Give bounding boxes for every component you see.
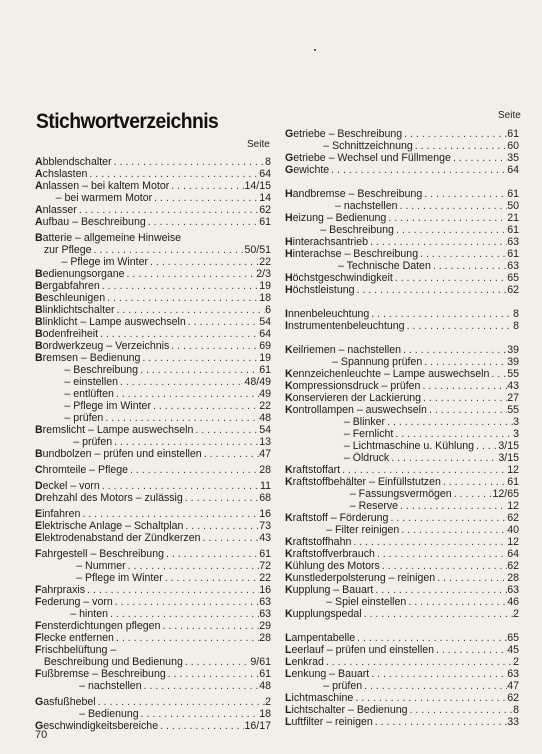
entry-term: – Filter reinigen bbox=[285, 524, 400, 536]
leader-dots bbox=[431, 260, 507, 272]
leader-dots bbox=[113, 596, 259, 608]
entry-term: Einfahren bbox=[35, 508, 81, 520]
entry-term: Beschreibung und Bedienung bbox=[35, 656, 183, 668]
page-title: Stichwortverzeichnis bbox=[36, 110, 219, 133]
leader-dots bbox=[402, 128, 507, 140]
leader-dots bbox=[186, 316, 259, 328]
leader-dots bbox=[146, 216, 259, 228]
entry-term: Fahrpraxis bbox=[35, 584, 86, 596]
leader-dots bbox=[355, 284, 508, 296]
entry-page: 61 bbox=[507, 248, 519, 260]
leader-dots bbox=[398, 500, 507, 512]
entry-term: Achslasten bbox=[35, 168, 88, 180]
leader-dots bbox=[125, 268, 257, 280]
entry-page: 43 bbox=[507, 380, 519, 392]
entry-term: – bei warmem Motor bbox=[35, 192, 153, 204]
leader-dots bbox=[152, 192, 259, 204]
entry-page: 3/15 bbox=[498, 452, 519, 464]
entry-term: Leerlauf – prüfen und einstellen bbox=[285, 644, 435, 656]
leader-dots bbox=[393, 272, 507, 284]
entry-term: – Öldruck bbox=[285, 452, 390, 464]
leader-dots bbox=[158, 720, 244, 732]
entry-page: 54 bbox=[259, 316, 271, 328]
leader-dots bbox=[164, 548, 259, 560]
entry-term: Kunstlederpolsterung – reinigen bbox=[285, 572, 436, 584]
entry-page: 29 bbox=[259, 620, 271, 632]
leader-dots bbox=[96, 696, 265, 708]
entry-page: 61 bbox=[259, 668, 271, 680]
leader-dots bbox=[362, 608, 514, 620]
leader-dots bbox=[140, 352, 259, 364]
entry-term: Hinterachse – Beschreibung bbox=[285, 248, 419, 260]
leader-dots bbox=[201, 532, 260, 544]
entry-page: 61 bbox=[259, 364, 271, 376]
entry-page: 63 bbox=[259, 596, 271, 608]
entry-term: – Spiel einstellen bbox=[285, 596, 407, 608]
entry-page: 62 bbox=[507, 692, 519, 704]
index-entry bbox=[285, 608, 519, 621]
entry-term: Elektrische Anlage – Schaltplan bbox=[35, 520, 184, 532]
entry-page: 16 bbox=[259, 584, 271, 596]
entry-term: – Technische Daten bbox=[285, 260, 431, 272]
entry-term: Bedienungsorgane bbox=[35, 268, 125, 280]
entry-term: Getriebe – Beschreibung bbox=[285, 128, 403, 140]
entry-page: 16/17 bbox=[244, 720, 271, 732]
leader-dots bbox=[393, 428, 513, 440]
entry-term: Bremslicht – Lampe auswechseln bbox=[35, 424, 194, 436]
entry-term: Kraftstoffbehälter – Einfüllstutzen bbox=[285, 476, 441, 488]
entry-page: 19 bbox=[259, 280, 271, 292]
entry-term: zur Pflege bbox=[35, 244, 92, 256]
entry-term: Drehzahl des Motors – zulässig bbox=[35, 492, 183, 504]
index-entry bbox=[35, 532, 271, 545]
entry-page: 12 bbox=[507, 500, 519, 512]
entry-page: 22 bbox=[259, 400, 271, 412]
entry-term: – Blinker bbox=[285, 416, 386, 428]
leader-dots bbox=[369, 668, 507, 680]
entry-page: 18 bbox=[259, 292, 271, 304]
leader-dots bbox=[183, 656, 251, 668]
entry-page: 16 bbox=[259, 508, 271, 520]
leader-dots bbox=[373, 584, 507, 596]
entry-page: 62 bbox=[507, 512, 519, 524]
entry-term: Fensterdichtungen pflegen bbox=[35, 620, 161, 632]
entry-page: 3 bbox=[513, 416, 519, 428]
leader-dots bbox=[98, 328, 259, 340]
index-entry bbox=[35, 464, 271, 477]
entry-page: 39 bbox=[507, 356, 519, 368]
leader-dots bbox=[92, 244, 245, 256]
entry-term: Blinklicht – Lampe auswechseln bbox=[35, 316, 186, 328]
page-number: 70 bbox=[35, 729, 48, 741]
entry-page: 69 bbox=[259, 340, 271, 352]
entry-page: 8 bbox=[265, 156, 271, 168]
leader-dots bbox=[151, 400, 259, 412]
entry-page: 22 bbox=[259, 256, 271, 268]
leader-dots bbox=[405, 320, 514, 332]
leader-dots bbox=[85, 584, 259, 596]
entry-term: – Nummer bbox=[35, 560, 126, 572]
entry-term: Höchstleistung bbox=[285, 284, 355, 296]
leader-dots bbox=[139, 708, 260, 720]
entry-term: Konservieren der Lackierung bbox=[285, 392, 422, 404]
entry-term: Federung – vorn bbox=[35, 596, 113, 608]
leader-dots bbox=[138, 364, 259, 376]
leader-dots bbox=[351, 536, 507, 548]
entry-term: Kraftstoffart bbox=[285, 464, 341, 476]
leader-dots bbox=[329, 164, 507, 176]
entry-page: 48 bbox=[259, 412, 271, 424]
leader-dots bbox=[114, 632, 259, 644]
leader-dots bbox=[373, 716, 507, 728]
leader-dots bbox=[353, 692, 507, 704]
entry-page: 33 bbox=[507, 716, 519, 728]
entry-term: Instrumentenbeleuchtung bbox=[285, 320, 405, 332]
entry-term: Fußbremse – Beschreibung bbox=[35, 668, 166, 680]
entry-term: Abblendschalter bbox=[35, 156, 112, 168]
entry-page: 61 bbox=[259, 548, 271, 560]
entry-page: 47 bbox=[259, 448, 271, 460]
index-entry bbox=[285, 284, 519, 297]
entry-term: – Fernlicht bbox=[285, 428, 394, 440]
index-entry: Frischbelüftung – bbox=[35, 644, 117, 656]
entry-term: Beschleunigen bbox=[35, 292, 106, 304]
entry-page: 61 bbox=[507, 128, 519, 140]
entry-term: – prüfen bbox=[35, 412, 104, 424]
leader-dots bbox=[474, 440, 498, 452]
entry-term: Lenkung – Bauart bbox=[285, 668, 370, 680]
entry-term: Kühlung des Motors bbox=[285, 560, 380, 572]
entry-term: – Pflege im Winter bbox=[35, 572, 163, 584]
entry-term: – Reserve bbox=[285, 500, 399, 512]
entry-term: Blinklichtschalter bbox=[35, 304, 115, 316]
entry-page: 72 bbox=[259, 560, 271, 572]
entry-page: 2 bbox=[265, 696, 271, 708]
entry-page: 62 bbox=[259, 204, 271, 216]
entry-term: Hinterachsantrieb bbox=[285, 236, 369, 248]
entry-page: 14/15 bbox=[244, 180, 271, 192]
entry-page: 22 bbox=[259, 572, 271, 584]
entry-term: Keilriemen – nachstellen bbox=[285, 344, 402, 356]
leader-dots bbox=[105, 292, 259, 304]
leader-dots bbox=[126, 560, 260, 572]
entry-page: 61 bbox=[507, 224, 519, 236]
entry-page: 61 bbox=[507, 476, 519, 488]
leader-dots bbox=[368, 236, 507, 248]
entry-page: 2 bbox=[513, 608, 519, 620]
leader-dots bbox=[422, 356, 507, 368]
entry-page: 55 bbox=[507, 404, 519, 416]
right-seite-label: Seite bbox=[498, 110, 521, 121]
entry-page: 14 bbox=[259, 192, 271, 204]
leader-dots bbox=[434, 644, 507, 656]
entry-page: 61 bbox=[259, 216, 271, 228]
entry-page: 64 bbox=[507, 548, 519, 560]
entry-page: 48 bbox=[259, 680, 271, 692]
entry-page: 63 bbox=[507, 236, 519, 248]
leader-dots bbox=[193, 424, 259, 436]
entry-page: 43 bbox=[259, 532, 271, 544]
leader-dots bbox=[169, 340, 259, 352]
leader-dots bbox=[128, 464, 259, 476]
entry-term: Kupplung – Bauart bbox=[285, 584, 374, 596]
leader-dots bbox=[401, 344, 507, 356]
entry-page: 13 bbox=[259, 436, 271, 448]
leader-dots bbox=[166, 668, 259, 680]
entry-page: 11 bbox=[260, 480, 271, 492]
entry-term: Kraftstoffverbrauch bbox=[285, 548, 375, 560]
entry-page: 64 bbox=[507, 164, 519, 176]
leader-dots bbox=[142, 680, 260, 692]
leader-dots bbox=[386, 212, 507, 224]
entry-page: 6 bbox=[265, 304, 271, 316]
entry-page: 47 bbox=[507, 680, 519, 692]
entry-term: Bundbolzen – prüfen und einstellen bbox=[35, 448, 202, 460]
entry-page: 65 bbox=[507, 632, 519, 644]
entry-page: 73 bbox=[259, 520, 271, 532]
entry-page: 49 bbox=[259, 388, 271, 400]
entry-page: 65 bbox=[507, 272, 519, 284]
entry-term: Kraftstoff – Förderung bbox=[285, 512, 389, 524]
leader-dots bbox=[369, 308, 513, 320]
entry-term: – Lichtmaschine u. Kühlung bbox=[285, 440, 475, 452]
leader-dots bbox=[380, 560, 507, 572]
entry-term: Gasfußhebel bbox=[35, 696, 96, 708]
entry-term: Aufbau – Beschreibung bbox=[35, 216, 146, 228]
entry-page: 64 bbox=[259, 328, 271, 340]
entry-page: 3 bbox=[513, 428, 519, 440]
entry-page: 62 bbox=[507, 284, 519, 296]
entry-term: – Fassungsvermögen bbox=[285, 488, 452, 500]
entry-term: Heizung – Bedienung bbox=[285, 212, 387, 224]
entry-page: 19 bbox=[259, 352, 271, 364]
entry-term: Lampentabelle bbox=[285, 632, 356, 644]
leader-dots bbox=[77, 204, 259, 216]
entry-term: Innenbeleuchtung bbox=[285, 308, 370, 320]
index-entry bbox=[35, 680, 271, 693]
leader-dots bbox=[169, 180, 244, 192]
entry-term: Lichtmaschine bbox=[285, 692, 354, 704]
entry-page: 55 bbox=[507, 368, 519, 380]
entry-page: 63 bbox=[507, 668, 519, 680]
entry-term: Kontrollampen – auswechseln bbox=[285, 404, 427, 416]
entry-term: – Pflege im Winter bbox=[35, 400, 151, 412]
entry-page: 8 bbox=[513, 320, 519, 332]
leader-dots bbox=[183, 492, 259, 504]
leader-dots bbox=[435, 572, 507, 584]
leader-dots bbox=[202, 448, 260, 460]
entry-term: Bordwerkzeug – Verzeichnis bbox=[35, 340, 170, 352]
leader-dots bbox=[112, 436, 259, 448]
entry-term: Bremsen – Bedienung bbox=[35, 352, 141, 364]
entry-page: 48/49 bbox=[244, 376, 271, 388]
leader-dots bbox=[80, 508, 259, 520]
entry-term: – hinten bbox=[35, 608, 109, 620]
entry-page: 18 bbox=[259, 708, 271, 720]
entry-term: – Spannung prüfen bbox=[285, 356, 423, 368]
leader-dots bbox=[420, 380, 507, 392]
leader-dots bbox=[362, 680, 507, 692]
leader-dots bbox=[399, 524, 507, 536]
entry-term: Lenkrad bbox=[285, 656, 324, 668]
leader-dots bbox=[324, 656, 513, 668]
entry-page: 54 bbox=[259, 424, 271, 436]
leader-dots bbox=[87, 168, 259, 180]
leader-dots bbox=[355, 632, 507, 644]
entry-term: Bodenfreiheit bbox=[35, 328, 99, 340]
index-entry bbox=[35, 492, 271, 505]
entry-page: 28 bbox=[259, 464, 271, 476]
entry-page: 2 bbox=[513, 656, 519, 668]
leader-dots bbox=[389, 452, 498, 464]
leader-dots bbox=[112, 156, 266, 168]
left-seite-label: Seite bbox=[247, 139, 270, 150]
entry-term: Getriebe – Wechsel und Füllmenge bbox=[285, 152, 451, 164]
leader-dots bbox=[489, 368, 507, 380]
index-entry bbox=[35, 720, 271, 733]
entry-term: Bergabfahren bbox=[35, 280, 100, 292]
entry-page: 68 bbox=[259, 492, 271, 504]
leader-dots bbox=[100, 280, 259, 292]
leader-dots bbox=[451, 152, 507, 164]
entry-term: Chromteile – Pflege bbox=[35, 464, 129, 476]
entry-term: – Beschreibung bbox=[285, 224, 394, 236]
entry-page: 63 bbox=[507, 260, 519, 272]
entry-page: 60 bbox=[507, 140, 519, 152]
entry-page: 62 bbox=[507, 560, 519, 572]
entry-term: Handbremse – Beschreibung bbox=[285, 188, 423, 200]
leader-dots bbox=[148, 256, 259, 268]
leader-dots bbox=[408, 704, 514, 716]
entry-term: Fahrgestell – Beschreibung bbox=[35, 548, 164, 560]
index-entry bbox=[35, 216, 271, 229]
entry-term: – Schnittzeichnung bbox=[285, 140, 413, 152]
entry-term: – Bedienung bbox=[35, 708, 139, 720]
leader-dots bbox=[406, 596, 507, 608]
entry-page: 12/65 bbox=[492, 488, 519, 500]
entry-term: Elektrodenabstand der Zündkerzen bbox=[35, 532, 201, 544]
entry-term: Anlasser bbox=[35, 204, 77, 216]
entry-page: 3/15 bbox=[498, 440, 519, 452]
entry-term: Anlassen – bei kaltem Motor bbox=[35, 180, 170, 192]
entry-page: 64 bbox=[259, 168, 271, 180]
entry-page: 46 bbox=[507, 596, 519, 608]
entry-term: – entlüften bbox=[35, 388, 114, 400]
entry-term: Luftfilter – reinigen bbox=[285, 716, 373, 728]
entry-page: 8 bbox=[513, 308, 519, 320]
entry-term: Deckel – vorn bbox=[35, 480, 100, 492]
entry-page: 50 bbox=[507, 200, 519, 212]
entry-page: 2/3 bbox=[256, 268, 271, 280]
leader-dots bbox=[375, 548, 507, 560]
entry-term: Höchstgeschwindigkeit bbox=[285, 272, 393, 284]
entry-page: 35 bbox=[507, 152, 519, 164]
leader-dots bbox=[163, 572, 259, 584]
entry-page: 45 bbox=[507, 644, 519, 656]
entry-page: 50/51 bbox=[244, 244, 271, 256]
entry-term: Kennzeichenleuchte – Lampe auswechseln bbox=[285, 368, 490, 380]
index-entry bbox=[285, 164, 519, 177]
entry-term: Kupplungspedal bbox=[285, 608, 362, 620]
leader-dots bbox=[397, 200, 507, 212]
entry-page: 21 bbox=[507, 212, 519, 224]
entry-page: 61 bbox=[507, 188, 519, 200]
leader-dots bbox=[103, 412, 259, 424]
entry-term: – einstellen bbox=[35, 376, 119, 388]
entry-term: Kompressionsdruck – prüfen bbox=[285, 380, 421, 392]
leader-dots bbox=[413, 140, 507, 152]
index-entry: Batterie – allgemeine Hinweise bbox=[35, 232, 182, 244]
entry-page: 39 bbox=[507, 344, 519, 356]
leader-dots bbox=[115, 304, 266, 316]
entry-page: 9/61 bbox=[250, 656, 271, 668]
leader-dots bbox=[160, 620, 259, 632]
entry-term: Geschwindigkeitsbereiche bbox=[35, 720, 159, 732]
leader-dots bbox=[452, 488, 493, 500]
entry-page: 27 bbox=[507, 392, 519, 404]
entry-page: 12 bbox=[507, 464, 519, 476]
entry-term: – Beschreibung bbox=[35, 364, 139, 376]
leader-dots bbox=[388, 512, 507, 524]
leader-dots bbox=[340, 464, 507, 476]
entry-page: 28 bbox=[259, 632, 271, 644]
leader-dots bbox=[183, 520, 259, 532]
index-entry bbox=[285, 320, 519, 333]
leader-dots bbox=[118, 376, 244, 388]
entry-page: 8 bbox=[513, 704, 519, 716]
leader-dots bbox=[385, 416, 513, 428]
entry-page: 63 bbox=[507, 584, 519, 596]
entry-page: 63 bbox=[259, 608, 271, 620]
print-speck bbox=[314, 49, 316, 51]
entry-page: 12 bbox=[507, 536, 519, 548]
leader-dots bbox=[418, 248, 507, 260]
entry-term: – nachstellen bbox=[35, 680, 142, 692]
entry-term: Kraftstoffhahn bbox=[285, 536, 352, 548]
entry-term: – prüfen bbox=[35, 436, 113, 448]
index-entry bbox=[285, 716, 519, 729]
leader-dots bbox=[100, 480, 260, 492]
entry-term: Flecke entfernen bbox=[35, 632, 114, 644]
leader-dots bbox=[422, 188, 507, 200]
entry-term: – Pflege im Winter bbox=[35, 256, 149, 268]
entry-term: Gewichte bbox=[285, 164, 330, 176]
entry-page: 28 bbox=[507, 572, 519, 584]
entry-page: 40 bbox=[507, 524, 519, 536]
leader-dots bbox=[421, 392, 507, 404]
leader-dots bbox=[441, 476, 507, 488]
entry-term: Lichtschalter – Bedienung bbox=[285, 704, 408, 716]
index-entry bbox=[35, 448, 271, 461]
entry-term: – prüfen bbox=[285, 680, 363, 692]
leader-dots bbox=[427, 404, 507, 416]
leader-dots bbox=[108, 608, 259, 620]
leader-dots bbox=[394, 224, 507, 236]
leader-dots bbox=[114, 388, 259, 400]
entry-term: – nachstellen bbox=[285, 200, 398, 212]
